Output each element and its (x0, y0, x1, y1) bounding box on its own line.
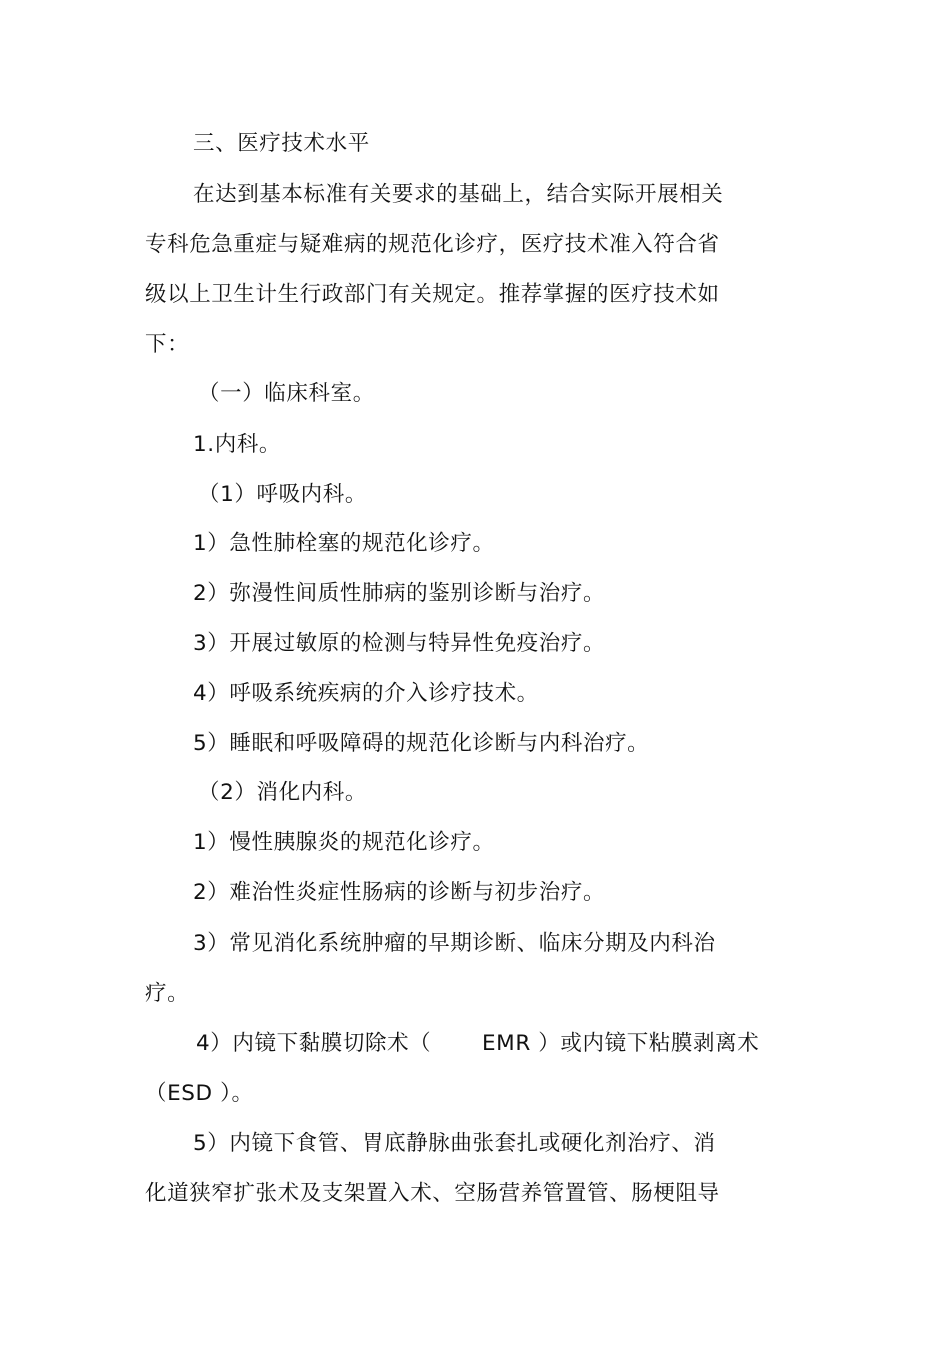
section-heading: 三、医疗技术水平 (193, 131, 370, 156)
subsection-heading: 1.内科。 (193, 432, 282, 457)
list-item: 3）开展过敏原的检测与特异性免疫治疗。 (193, 631, 606, 656)
paragraph-line: 下： (145, 332, 190, 357)
list-item-continuation: 化道狭窄扩张术及支架置入术、空肠营养管置管、肠梗阻导 (145, 1181, 720, 1206)
paragraph-line: 在达到基本标准有关要求的基础上，结合实际开展相关 (193, 182, 724, 207)
subsection-heading: （一）临床科室。 (198, 381, 375, 406)
list-item: 1）慢性胰腺炎的规范化诊疗。 (193, 830, 495, 855)
list-item: EMR ）或内镜下粘膜剥离术 (482, 1031, 760, 1056)
list-item: 5）内镜下食管、胃底静脉曲张套扎或硬化剂治疗、消 (193, 1131, 716, 1156)
list-item: 3）常见消化系统肿瘤的早期诊断、临床分期及内科治 (193, 931, 716, 956)
subsection-heading: （2）消化内科。 (198, 780, 367, 805)
paragraph-line: 级以上卫生计生行政部门有关规定。推荐掌握的医疗技术如 (145, 282, 720, 307)
list-item-continuation: 疗。 (145, 981, 190, 1006)
list-item: 4）呼吸系统疾病的介入诊疗技术。 (193, 681, 539, 706)
list-item-continuation: （ESD ）。 (145, 1081, 254, 1106)
list-item: 2）难治性炎症性肠病的诊断与初步治疗。 (193, 880, 606, 905)
list-item: 2）弥漫性间质性肺病的鉴别诊断与治疗。 (193, 581, 606, 606)
list-item: 1）急性肺栓塞的规范化诊疗。 (193, 531, 495, 556)
list-item: 4）内镜下黏膜切除术（ (196, 1031, 432, 1056)
list-item: 5）睡眠和呼吸障碍的规范化诊断与内科治疗。 (193, 731, 650, 756)
paragraph-line: 专科危急重症与疑难病的规范化诊疗，医疗技术准入符合省 (145, 232, 720, 257)
subsection-heading: （1）呼吸内科。 (198, 482, 367, 507)
